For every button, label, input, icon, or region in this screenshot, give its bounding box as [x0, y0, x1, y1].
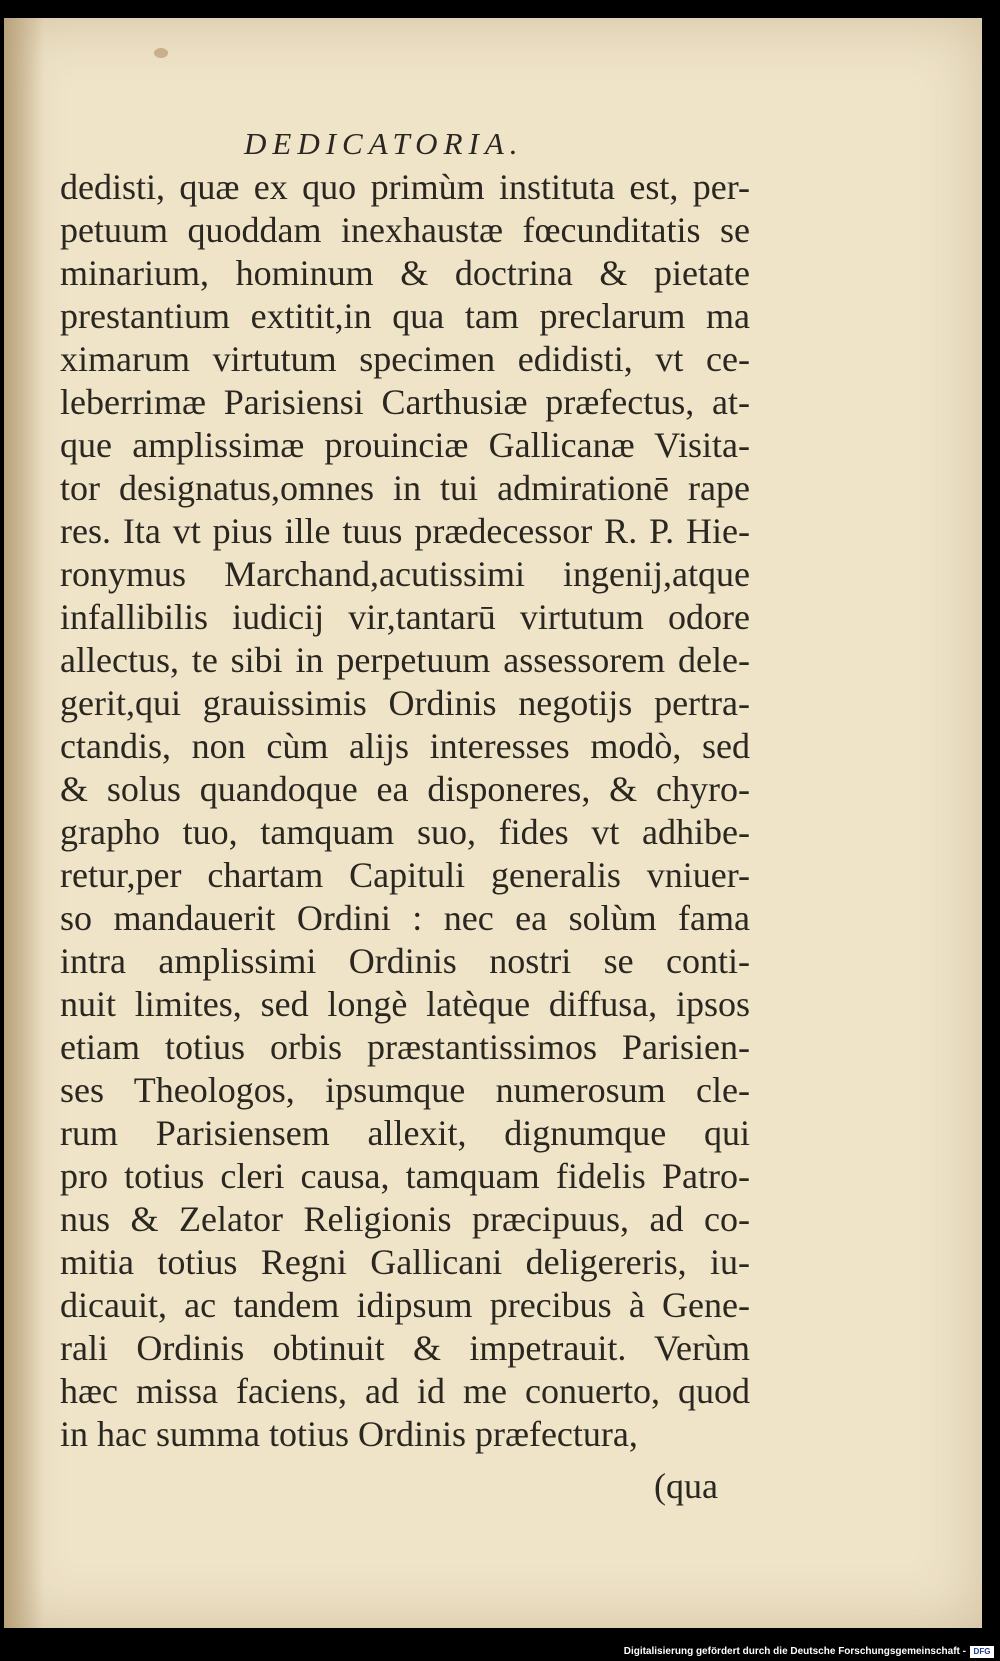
text-line: hæc missa faciens, ad id me conuerto, quod [60, 1371, 750, 1411]
text-line: que amplissimæ prouinciæ Gallicanæ Visita- [60, 425, 750, 465]
text-line: pro totius cleri causa, tamquam fidelis Patro- [60, 1156, 750, 1196]
page-gutter-shadow [4, 18, 44, 1628]
text-line: ximarum virtutum specimen edidisti, vt ce- [60, 339, 750, 379]
book-page [4, 18, 982, 1628]
text-line: in hac summa totius Ordinis præfectura, [60, 1414, 638, 1454]
text-line: petuum quoddam inexhaustæ fœcunditatis se [60, 210, 750, 250]
body-text [60, 166, 750, 1456]
digitization-credit: Digitalisierung gefördert durch die Deutsche Forschungsgemeinschaft - [623, 1646, 966, 1657]
text-line: infallibilis iudicij vir,tantarū virtutum odore [60, 597, 750, 637]
text-line: rali Ordinis obtinuit & impetrauit. Verùm [60, 1328, 750, 1368]
running-head: DEDICATORIA. [244, 126, 524, 161]
text-line: retur,per chartam Capituli generalis vniuer- [60, 855, 750, 895]
text-line: intra amplissimi Ordinis nostri se conti- [60, 941, 750, 981]
catchword: (qua [654, 1466, 718, 1506]
text-line: nus & Zelator Religionis præcipuus, ad co- [60, 1199, 750, 1239]
text-line: & solus quandoque ea disponeres, & chyro- [60, 769, 750, 809]
text-line: minarium, hominum & doctrina & pietate [60, 253, 750, 293]
text-line: dedisti, quæ ex quo primùm instituta est, per- [60, 167, 750, 207]
text-line: dicauit, ac tandem idipsum precibus à Gene- [60, 1285, 750, 1325]
text-line: so mandauerit Ordini : nec ea solùm fama [60, 898, 750, 938]
text-line: grapho tuo, tamquam suo, fides vt adhibe- [60, 812, 750, 852]
dfg-logo: DFG [970, 1646, 994, 1658]
text-line: leberrimæ Parisiensi Carthusiæ præfectus, at- [60, 382, 750, 422]
foxing-spot [154, 48, 168, 58]
text-line: allectus, te sibi in perpetuum assessorem dele- [60, 640, 750, 680]
text-line: gerit,qui grauissimis Ordinis negotijs pertra- [60, 683, 750, 723]
text-line: ses Theologos, ipsumque numerosum cle- [60, 1070, 750, 1110]
text-line: nuit limites, sed longè latèque diffusa, ipsos [60, 984, 750, 1024]
text-line: res. Ita vt pius ille tuus prædecessor R. P. Hie- [60, 511, 750, 551]
text-line: ronymus Marchand,acutissimi ingenij,atque [60, 554, 750, 594]
text-line: etiam totius orbis præstantissimos Parisien- [60, 1027, 750, 1067]
text-line: prestantium extitit,in qua tam preclarum ma [60, 296, 750, 336]
text-line: mitia totius Regni Gallicani deligereris, iu- [60, 1242, 750, 1282]
text-line: rum Parisiensem allexit, dignumque qui [60, 1113, 750, 1153]
text-line: tor designatus,omnes in tui admirationē rape [60, 468, 750, 508]
text-line: ctandis, non cùm alijs interesses modò, sed [60, 726, 750, 766]
